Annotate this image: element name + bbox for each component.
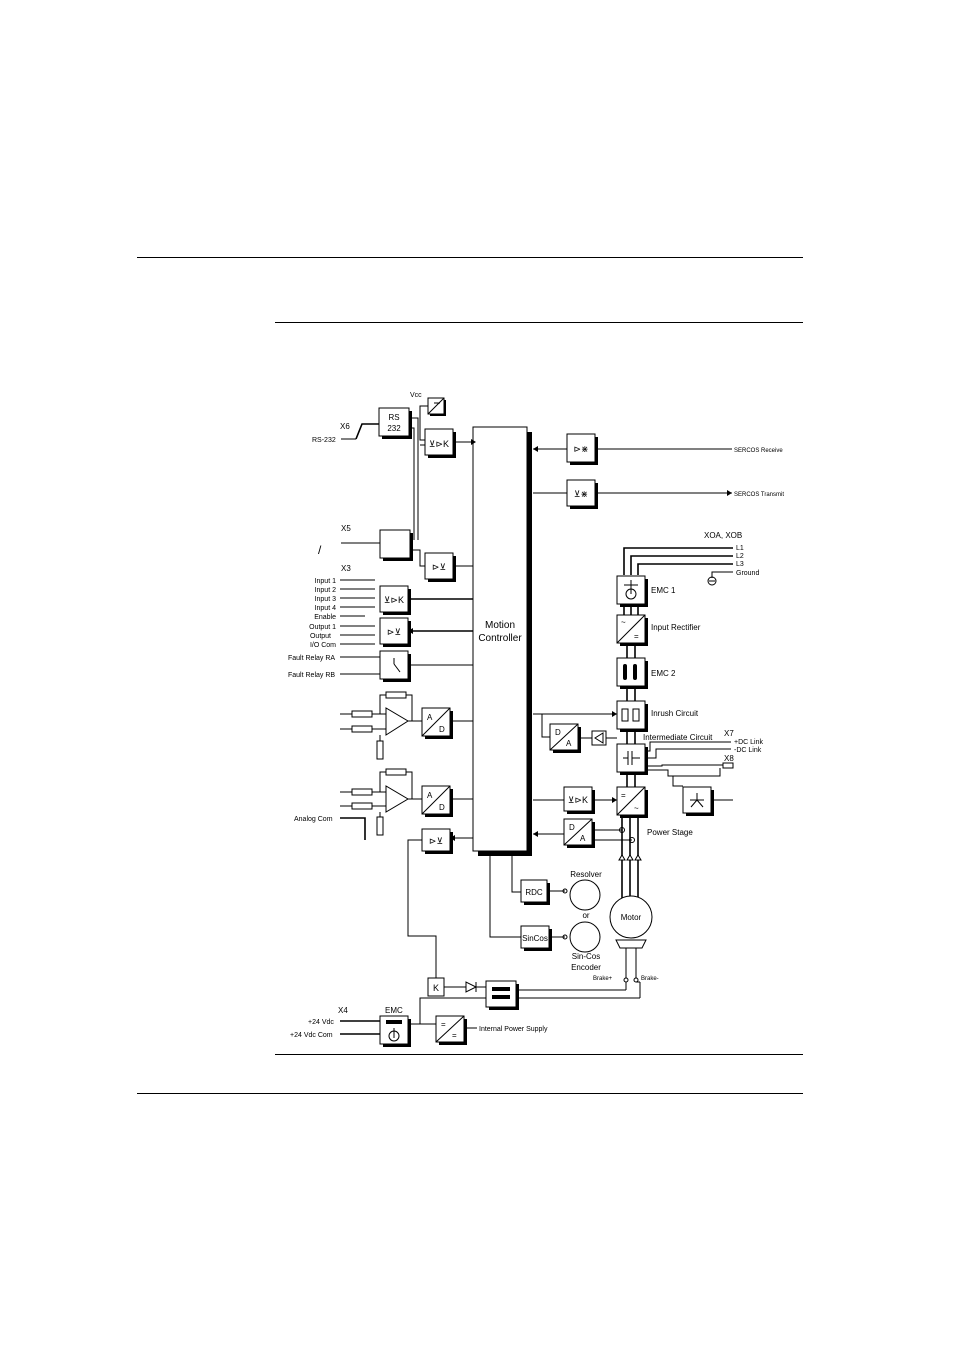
svg-text:A: A [580, 834, 586, 843]
x3-label: X3 [341, 564, 351, 573]
dc-plus-label: +DC Link [734, 739, 763, 746]
motion-controller-label-1: Motion [484, 620, 516, 631]
svg-text:L1: L1 [736, 545, 744, 552]
x5-section [318, 524, 473, 582]
svg-text:232: 232 [387, 424, 401, 433]
sercos-transmit-label: SERCOS Transmit [734, 492, 785, 498]
fault-relay-ra-label: Fault Relay RA [288, 655, 336, 662]
svg-text:A: A [427, 713, 433, 722]
brake-minus-label: Brake- [641, 976, 659, 982]
svg-text:RS: RS [388, 413, 400, 422]
emc2-label: EMC 2 [651, 669, 676, 678]
optocoupler-icon: ⊳⊻ [431, 562, 447, 572]
svg-text:Output 1: Output 1 [309, 624, 336, 631]
x6-label: X6 [340, 422, 350, 431]
svg-text:=: = [634, 632, 639, 641]
intermediate-label: Intermediate Circuit [643, 733, 713, 742]
power-stage-label: Power Stage [647, 828, 693, 837]
svg-text:~: ~ [634, 804, 639, 813]
transistor-icon: K [432, 983, 440, 993]
svg-text:A: A [566, 739, 572, 748]
optocoupler-icon: ⊻⊳K [428, 439, 450, 449]
x5-slash: / [318, 543, 322, 557]
motion-controller-block [473, 427, 532, 856]
sincos-box-label: SinCos [522, 934, 548, 943]
brake-plus-label: Brake+ [593, 976, 613, 982]
optocoupler-icon: ⊻⊳K [567, 795, 589, 805]
x5-label: X5 [341, 524, 351, 533]
xoa-xob-label: XOA, XOB [704, 531, 743, 540]
rs232-label: RS-232 [312, 437, 336, 444]
svg-text:~: ~ [621, 618, 626, 627]
svg-text:=: = [441, 1020, 446, 1029]
sincos-label-1: Sin-Cos [571, 952, 601, 961]
svg-text:I/O Com: I/O Com [309, 642, 336, 649]
optocoupler-icon: ⊻⋇ [573, 489, 589, 499]
power-chain [533, 576, 763, 905]
svg-text:A: A [427, 791, 433, 800]
svg-text:D: D [439, 725, 445, 734]
sercos-receive-label: SERCOS Receive [734, 448, 783, 454]
svg-text:D: D [439, 803, 445, 812]
svg-text:Input 3: Input 3 [314, 596, 336, 603]
rdc-label: RDC [525, 888, 543, 897]
dc-minus-label: -DC Link [734, 747, 762, 754]
optocoupler-icon: ⊻⊳K [383, 595, 405, 605]
analog-input-1 [340, 692, 473, 759]
analog-com-label: Analog Com [294, 816, 333, 823]
svg-text:Enable: Enable [314, 614, 336, 621]
svg-text:L2: L2 [736, 553, 744, 560]
rs232-section [312, 392, 476, 540]
svg-text:Input 4: Input 4 [314, 605, 336, 612]
v24-label: +24 Vdc [308, 1019, 334, 1026]
optocoupler-icon: ⊳⊻ [386, 627, 402, 637]
emc-label: EMC [385, 1006, 403, 1015]
optocoupler-icon: ⊳⊻ [428, 836, 444, 846]
motion-controller-label-2: Controller [478, 633, 522, 644]
brake-control-section [408, 829, 640, 1010]
x8-label: X8 [724, 754, 734, 763]
inrush-label: Inrush Circuit [651, 709, 699, 718]
resolver-circle [570, 880, 600, 910]
svg-text:Input 1: Input 1 [314, 578, 336, 585]
svg-text:D: D [555, 728, 561, 737]
svg-text:D: D [569, 823, 575, 832]
motor-label: Motor [620, 913, 642, 922]
input-rectifier-label: Input Rectifier [651, 623, 701, 632]
svg-text:=: = [452, 1031, 457, 1040]
v24-com-label: +24 Vdc Com [290, 1032, 333, 1039]
svg-text:Output: Output [309, 633, 331, 640]
svg-text:=: = [621, 791, 626, 800]
fault-relay-rb-label: Fault Relay RB [288, 672, 336, 679]
internal-power-label: Internal Power Supply [479, 1026, 548, 1033]
optocoupler-icon: ⊳⋇ [573, 444, 589, 454]
x7-label: X7 [724, 729, 734, 738]
feedback-section [490, 851, 659, 998]
svg-text:L3: L3 [736, 561, 744, 568]
sincos-encoder-circle [570, 922, 600, 952]
sercos-section [533, 434, 784, 509]
or-label: or [582, 911, 590, 920]
fault-relay-section [288, 651, 473, 682]
x4-label: X4 [338, 1006, 348, 1015]
emc1-label: EMC 1 [651, 586, 676, 595]
vcc-label: Vcc [410, 392, 422, 399]
svg-text:Input 2: Input 2 [314, 587, 336, 594]
sincos-label-2: Encoder [571, 963, 601, 972]
svg-text:Ground: Ground [736, 570, 760, 577]
resolver-label: Resolver [570, 870, 602, 879]
